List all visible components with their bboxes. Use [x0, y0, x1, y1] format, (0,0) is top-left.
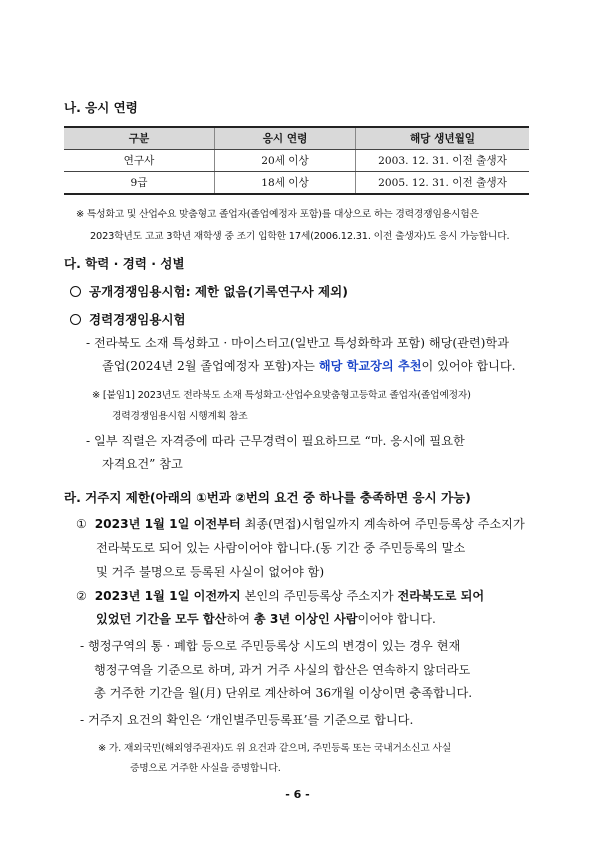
text-span: 이 있어야 합니다. [421, 359, 516, 373]
note-line: 증명으로 거주한 사실을 증명합니다. [130, 763, 281, 774]
table-cell: 20세 이상 [215, 150, 356, 172]
item-career-competition [70, 310, 186, 328]
text-line: - 전라북도 소재 특성화고 · 마이스터고(일반고 특성화학과 포함) 해당(관련)학과 [86, 336, 509, 350]
bold-span: 전라북도로 되어 [397, 589, 485, 603]
table-cell: 2005. 12. 31. 이전 출생자 [356, 172, 530, 195]
text-span: 하여 [226, 612, 254, 626]
text-span: 본인의 주민등록상 주소지가 [240, 589, 398, 603]
text-line: - 행정구역의 통 · 폐합 등으로 주민등록상 시도의 변경이 있는 경우 현재 [80, 639, 461, 653]
circle-bullet-icon [70, 314, 81, 325]
text-line [96, 610, 436, 627]
bold-span: 2023년 1월 1일 이전부터 [94, 517, 241, 531]
highlight-principal-recommendation: 해당 학교장의 추천 [318, 359, 422, 373]
table-header: 구분 [64, 127, 215, 150]
bold-span: 총 3년 이상인 사람 [253, 612, 358, 626]
text-line: 총 거주한 기간을 월(月) 단위로 계산하여 36개월 이상이면 충족합니다. [94, 686, 473, 700]
page-number: - 6 - [285, 788, 310, 801]
text-span: 최종(면접)시험일까지 계속하여 주민등록상 주소지가 [240, 517, 525, 531]
text-line: 행정구역을 기준으로 하며, 과거 거주 사실의 합산은 연속하지 않더라도 [94, 663, 471, 677]
item-open-competition-text: 공개경쟁임용시험: 제한 없음(기록연구사 제외) [89, 284, 348, 299]
text-line [102, 357, 516, 374]
note-line: 경력경쟁임용시험 시행계획 참조 [112, 411, 248, 422]
text-line [76, 515, 525, 532]
age-note-line: ※ 특성화고 및 산업수요 맞춤형고 졸업자(졸업예정자 포함)를 대상으로 하는 경력경쟁임용시험은 [76, 209, 479, 220]
note-line: ※ 가. 재외국민(해외영주권자)도 위 요건과 같으며, 주민등록 또는 국내거소신고 사실 [98, 743, 452, 754]
table-header: 해당 생년월일 [356, 127, 530, 150]
circled-number-2: ② [76, 589, 87, 603]
text-line: 및 거주 불명으로 등록된 사실이 없어야 함) [96, 565, 325, 579]
bold-span: 있었던 기간을 모두 합산 [96, 612, 227, 626]
section-heading-education: 다. 학력 · 경력 · 성별 [64, 256, 185, 271]
item-open-competition [70, 282, 348, 300]
age-requirement-table [64, 126, 529, 195]
note-line: ※ [붙임1] 2023년도 전라북도 소재 특성화고·산업수요맞춤형고등학교 졸업자(졸업예정자) [92, 390, 471, 401]
table-cell: 2003. 12. 31. 이전 출생자 [356, 150, 530, 172]
table-cell: 연구사 [64, 150, 215, 172]
age-note-line: 2023학년도 고교 3학년 재학생 중 조기 입학한 17세(2006.12.31. 이전 출생자)도 응시 가능합니다. [90, 231, 510, 242]
section-heading-residence: 라. 거주지 제한(아래의 ①번과 ②번의 요건 중 하나를 충족하면 응시 가능) [64, 490, 471, 505]
text-line [76, 587, 484, 604]
table-cell: 9급 [64, 172, 215, 195]
table-cell: 18세 이상 [215, 172, 356, 195]
text-span: 이어야 합니다. [357, 612, 436, 626]
circle-bullet-icon [70, 286, 81, 297]
table-row [64, 150, 529, 172]
bold-span: 2023년 1월 1일 이전까지 [94, 589, 241, 603]
table-row [64, 172, 529, 195]
text-line: - 거주지 요건의 확인은 ‘개인별주민등록표’를 기준으로 합니다. [80, 713, 414, 727]
text-line: 자격요건” 참고 [102, 457, 183, 471]
circled-number-1: ① [76, 517, 87, 531]
text-line: 전라북도로 되어 있는 사람이어야 합니다.(동 기간 중 주민등록의 말소 [96, 541, 466, 555]
text-line: - 일부 직렬은 자격증에 따라 근무경력이 필요하므로 “마. 응시에 필요한 [86, 434, 465, 448]
section-heading-age: 나. 응시 연령 [64, 100, 138, 115]
table-header-row [64, 127, 529, 150]
text-span: 졸업(2024년 2월 졸업예정자 포함)자는 [102, 359, 319, 373]
item-career-competition-text: 경력경쟁임용시험 [89, 312, 186, 327]
table-header: 응시 연령 [215, 127, 356, 150]
